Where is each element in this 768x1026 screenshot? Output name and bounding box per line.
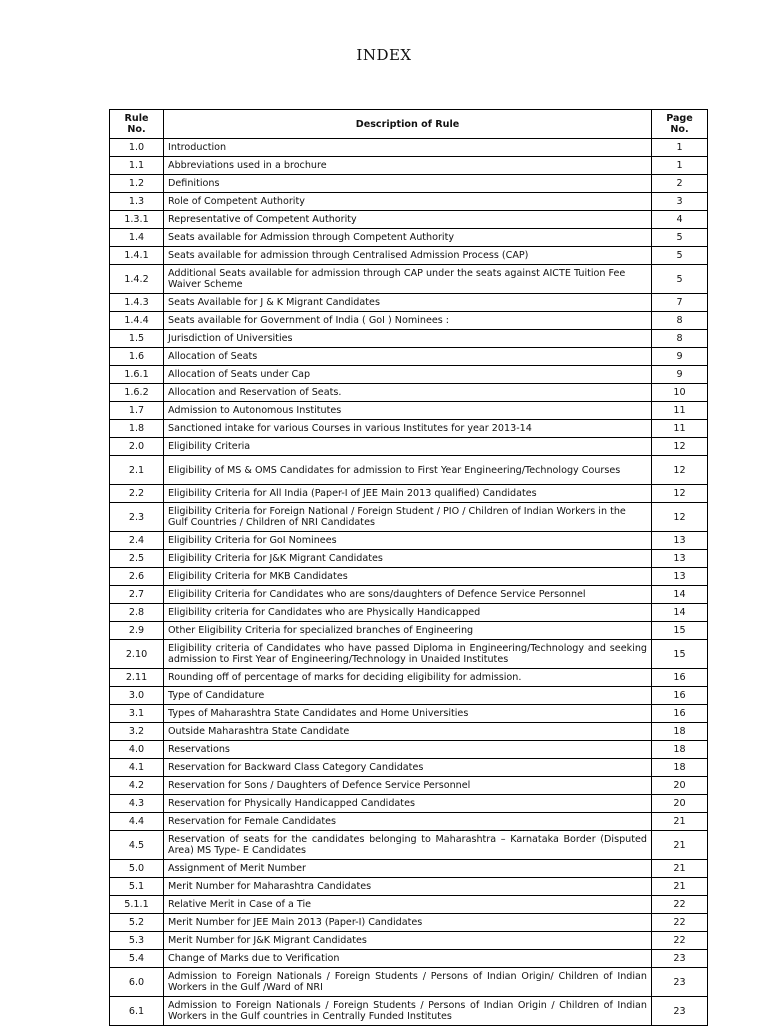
- rule-number-cell: 6.0: [110, 968, 164, 997]
- page-number-cell: 16: [652, 669, 708, 687]
- page-number-cell: 18: [652, 741, 708, 759]
- rule-number-cell: 2.4: [110, 532, 164, 550]
- rule-number-cell: 1.2: [110, 175, 164, 193]
- page-number-cell: 10: [652, 384, 708, 402]
- rule-number-cell: 5.3: [110, 932, 164, 950]
- description-cell: Reservation of seats for the candidates belonging to Maharashtra – Karnataka Border (Disputed Area) MS Type- E Candidates: [164, 831, 652, 860]
- table-row: [110, 705, 708, 723]
- description-cell: Eligibility of MS & OMS Candidates for admission to First Year Engineering/Technology Courses: [164, 456, 652, 485]
- description-cell: Seats available for admission through Centralised Admission Process (CAP): [164, 247, 652, 265]
- rule-number-cell: 5.1.1: [110, 896, 164, 914]
- rule-number-cell: 1.4.3: [110, 294, 164, 312]
- page-number-cell: 5: [652, 265, 708, 294]
- page-number-cell: 12: [652, 438, 708, 456]
- page-number-cell: 12: [652, 503, 708, 532]
- table-row: [110, 914, 708, 932]
- rule-number-cell: 5.0: [110, 860, 164, 878]
- rule-number-cell: 2.2: [110, 485, 164, 503]
- header-rule-no: Rule No.: [110, 110, 164, 139]
- table-row: [110, 878, 708, 896]
- table-row: [110, 330, 708, 348]
- table-row: [110, 968, 708, 997]
- description-cell: Merit Number for Maharashtra Candidates: [164, 878, 652, 896]
- table-row: [110, 896, 708, 914]
- page-number-cell: 22: [652, 932, 708, 950]
- description-cell: Assignment of Merit Number: [164, 860, 652, 878]
- page-number-cell: 13: [652, 532, 708, 550]
- description-cell: Sanctioned intake for various Courses in various Institutes for year 2013-14: [164, 420, 652, 438]
- page-number-cell: 21: [652, 831, 708, 860]
- table-row: [110, 586, 708, 604]
- page-number-cell: 14: [652, 586, 708, 604]
- page-number-cell: 11: [652, 402, 708, 420]
- page-number-cell: 9: [652, 366, 708, 384]
- table-row: [110, 402, 708, 420]
- table-row: [110, 741, 708, 759]
- page-number-cell: 15: [652, 622, 708, 640]
- rule-number-cell: 2.7: [110, 586, 164, 604]
- table-row: [110, 604, 708, 622]
- table-row: [110, 193, 708, 211]
- description-cell: Seats available for Government of India ( GoI ) Nominees :: [164, 312, 652, 330]
- rule-number-cell: 1.6.2: [110, 384, 164, 402]
- rule-number-cell: 1.1: [110, 157, 164, 175]
- description-cell: Representative of Competent Authority: [164, 211, 652, 229]
- table-row: [110, 503, 708, 532]
- description-cell: Eligibility Criteria for J&K Migrant Candidates: [164, 550, 652, 568]
- page-number-cell: 5: [652, 229, 708, 247]
- rule-number-cell: 1.8: [110, 420, 164, 438]
- rule-number-cell: 1.3: [110, 193, 164, 211]
- page-number-cell: 23: [652, 968, 708, 997]
- table-row: [110, 997, 708, 1026]
- table-row: [110, 795, 708, 813]
- description-cell: Introduction: [164, 139, 652, 157]
- description-cell: Rounding off of percentage of marks for deciding eligibility for admission.: [164, 669, 652, 687]
- rule-number-cell: 2.8: [110, 604, 164, 622]
- table-row: [110, 438, 708, 456]
- table-row: [110, 860, 708, 878]
- page-number-cell: 21: [652, 813, 708, 831]
- rule-number-cell: 5.1: [110, 878, 164, 896]
- table-row: [110, 813, 708, 831]
- page-number-cell: 9: [652, 348, 708, 366]
- table-row: [110, 622, 708, 640]
- table-row: [110, 348, 708, 366]
- page-number-cell: 4: [652, 211, 708, 229]
- description-cell: Merit Number for J&K Migrant Candidates: [164, 932, 652, 950]
- table-row: [110, 723, 708, 741]
- page-number-cell: 11: [652, 420, 708, 438]
- page-number-cell: 13: [652, 550, 708, 568]
- rule-number-cell: 1.4.1: [110, 247, 164, 265]
- description-cell: Eligibility Criteria for GoI Nominees: [164, 532, 652, 550]
- description-cell: Allocation of Seats under Cap: [164, 366, 652, 384]
- rule-number-cell: 4.2: [110, 777, 164, 795]
- page-number-cell: 22: [652, 914, 708, 932]
- description-cell: Definitions: [164, 175, 652, 193]
- page-number-cell: 1: [652, 139, 708, 157]
- table-header-row: [110, 110, 708, 139]
- page-number-cell: 16: [652, 687, 708, 705]
- rule-number-cell: 1.4.4: [110, 312, 164, 330]
- table-row: [110, 669, 708, 687]
- rule-number-cell: 1.6: [110, 348, 164, 366]
- description-cell: Relative Merit in Case of a Tie: [164, 896, 652, 914]
- rule-number-cell: 3.1: [110, 705, 164, 723]
- page-number-cell: 8: [652, 330, 708, 348]
- table-row: [110, 384, 708, 402]
- index-table: [109, 109, 708, 1026]
- description-cell: Change of Marks due to Verification: [164, 950, 652, 968]
- table-row: [110, 687, 708, 705]
- page-number-cell: 7: [652, 294, 708, 312]
- rule-number-cell: 1.3.1: [110, 211, 164, 229]
- page-number-cell: 20: [652, 795, 708, 813]
- page-number-cell: 2: [652, 175, 708, 193]
- rule-number-cell: 2.5: [110, 550, 164, 568]
- rule-number-cell: 2.3: [110, 503, 164, 532]
- description-cell: Eligibility criteria of Candidates who have passed Diploma in Engineering/Technology and seeking admission to First Year of Engineering/Technology in Unaided Institutes: [164, 640, 652, 669]
- page-title: INDEX: [356, 46, 412, 64]
- description-cell: Merit Number for JEE Main 2013 (Paper-I) Candidates: [164, 914, 652, 932]
- description-cell: Reservation for Sons / Daughters of Defence Service Personnel: [164, 777, 652, 795]
- rule-number-cell: 4.5: [110, 831, 164, 860]
- rule-number-cell: 1.6.1: [110, 366, 164, 384]
- rule-number-cell: 3.0: [110, 687, 164, 705]
- page-number-cell: 20: [652, 777, 708, 795]
- table-row: [110, 950, 708, 968]
- rule-number-cell: 5.2: [110, 914, 164, 932]
- rule-number-cell: 1.4.2: [110, 265, 164, 294]
- rule-number-cell: 3.2: [110, 723, 164, 741]
- table-row: [110, 932, 708, 950]
- description-cell: Types of Maharashtra State Candidates and Home Universities: [164, 705, 652, 723]
- description-cell: Reservation for Physically Handicapped Candidates: [164, 795, 652, 813]
- header-page-no: Page No.: [652, 110, 708, 139]
- table-row: [110, 312, 708, 330]
- page-number-cell: 14: [652, 604, 708, 622]
- rule-number-cell: 4.4: [110, 813, 164, 831]
- rule-number-cell: 2.6: [110, 568, 164, 586]
- rule-number-cell: 6.1: [110, 997, 164, 1026]
- description-cell: Eligibility Criteria for All India (Paper-I of JEE Main 2013 qualified) Candidates: [164, 485, 652, 503]
- description-cell: Allocation of Seats: [164, 348, 652, 366]
- page-number-cell: 18: [652, 759, 708, 777]
- rule-number-cell: 2.1: [110, 456, 164, 485]
- table-row: [110, 420, 708, 438]
- description-cell: Admission to Autonomous Institutes: [164, 402, 652, 420]
- table-row: [110, 532, 708, 550]
- table-row: [110, 294, 708, 312]
- table-row: [110, 229, 708, 247]
- description-cell: Eligibility Criteria for Foreign National / Foreign Student / PIO / Children of Indian Workers in the Gulf Countries / Children of NRI Candidates: [164, 503, 652, 532]
- description-cell: Jurisdiction of Universities: [164, 330, 652, 348]
- description-cell: Admission to Foreign Nationals / Foreign Students / Persons of Indian Origin / Children of Indian Workers in the Gulf countries in Centrally Funded Institutes: [164, 997, 652, 1026]
- page-number-cell: 1: [652, 157, 708, 175]
- table-row: [110, 485, 708, 503]
- rule-number-cell: 2.9: [110, 622, 164, 640]
- rule-number-cell: 2.0: [110, 438, 164, 456]
- table-row: [110, 139, 708, 157]
- page-number-cell: 5: [652, 247, 708, 265]
- page-number-cell: 18: [652, 723, 708, 741]
- table-row: [110, 640, 708, 669]
- description-cell: Reservation for Backward Class Category Candidates: [164, 759, 652, 777]
- description-cell: Other Eligibility Criteria for specialized branches of Engineering: [164, 622, 652, 640]
- rule-number-cell: 2.10: [110, 640, 164, 669]
- description-cell: Reservations: [164, 741, 652, 759]
- rule-number-cell: 4.1: [110, 759, 164, 777]
- description-cell: Admission to Foreign Nationals / Foreign Students / Persons of Indian Origin/ Children of Indian Workers in the Gulf /Ward of NRI: [164, 968, 652, 997]
- table-row: [110, 777, 708, 795]
- rule-number-cell: 5.4: [110, 950, 164, 968]
- table-row: [110, 175, 708, 193]
- table-row: [110, 550, 708, 568]
- description-cell: Eligibility Criteria: [164, 438, 652, 456]
- description-cell: Abbreviations used in a brochure: [164, 157, 652, 175]
- page-number-cell: 21: [652, 860, 708, 878]
- description-cell: Seats Available for J & K Migrant Candidates: [164, 294, 652, 312]
- page-number-cell: 22: [652, 896, 708, 914]
- description-cell: Eligibility criteria for Candidates who are Physically Handicapped: [164, 604, 652, 622]
- description-cell: Reservation for Female Candidates: [164, 813, 652, 831]
- table-row: [110, 157, 708, 175]
- rule-number-cell: 1.0: [110, 139, 164, 157]
- table-row: [110, 831, 708, 860]
- table-row: [110, 568, 708, 586]
- table-row: [110, 366, 708, 384]
- table-row: [110, 759, 708, 777]
- description-cell: Seats available for Admission through Competent Authority: [164, 229, 652, 247]
- table-row: [110, 247, 708, 265]
- page-number-cell: 16: [652, 705, 708, 723]
- page-number-cell: 12: [652, 456, 708, 485]
- description-cell: Role of Competent Authority: [164, 193, 652, 211]
- page-number-cell: 23: [652, 997, 708, 1026]
- description-cell: Eligibility Criteria for MKB Candidates: [164, 568, 652, 586]
- rule-number-cell: 1.7: [110, 402, 164, 420]
- page-number-cell: 8: [652, 312, 708, 330]
- description-cell: Type of Candidature: [164, 687, 652, 705]
- header-description: Description of Rule: [164, 110, 652, 139]
- page-number-cell: 3: [652, 193, 708, 211]
- description-cell: Eligibility Criteria for Candidates who are sons/daughters of Defence Service Personnel: [164, 586, 652, 604]
- table-row: [110, 265, 708, 294]
- description-cell: Allocation and Reservation of Seats.: [164, 384, 652, 402]
- page-number-cell: 21: [652, 878, 708, 896]
- table-row: [110, 456, 708, 485]
- rule-number-cell: 1.4: [110, 229, 164, 247]
- page-number-cell: 12: [652, 485, 708, 503]
- rule-number-cell: 1.5: [110, 330, 164, 348]
- page-number-cell: 23: [652, 950, 708, 968]
- rule-number-cell: 4.0: [110, 741, 164, 759]
- rule-number-cell: 4.3: [110, 795, 164, 813]
- description-cell: Additional Seats available for admission through CAP under the seats against AICTE Tuition Fee Waiver Scheme: [164, 265, 652, 294]
- page-number-cell: 15: [652, 640, 708, 669]
- page-number-cell: 13: [652, 568, 708, 586]
- rule-number-cell: 2.11: [110, 669, 164, 687]
- table-row: [110, 211, 708, 229]
- description-cell: Outside Maharashtra State Candidate: [164, 723, 652, 741]
